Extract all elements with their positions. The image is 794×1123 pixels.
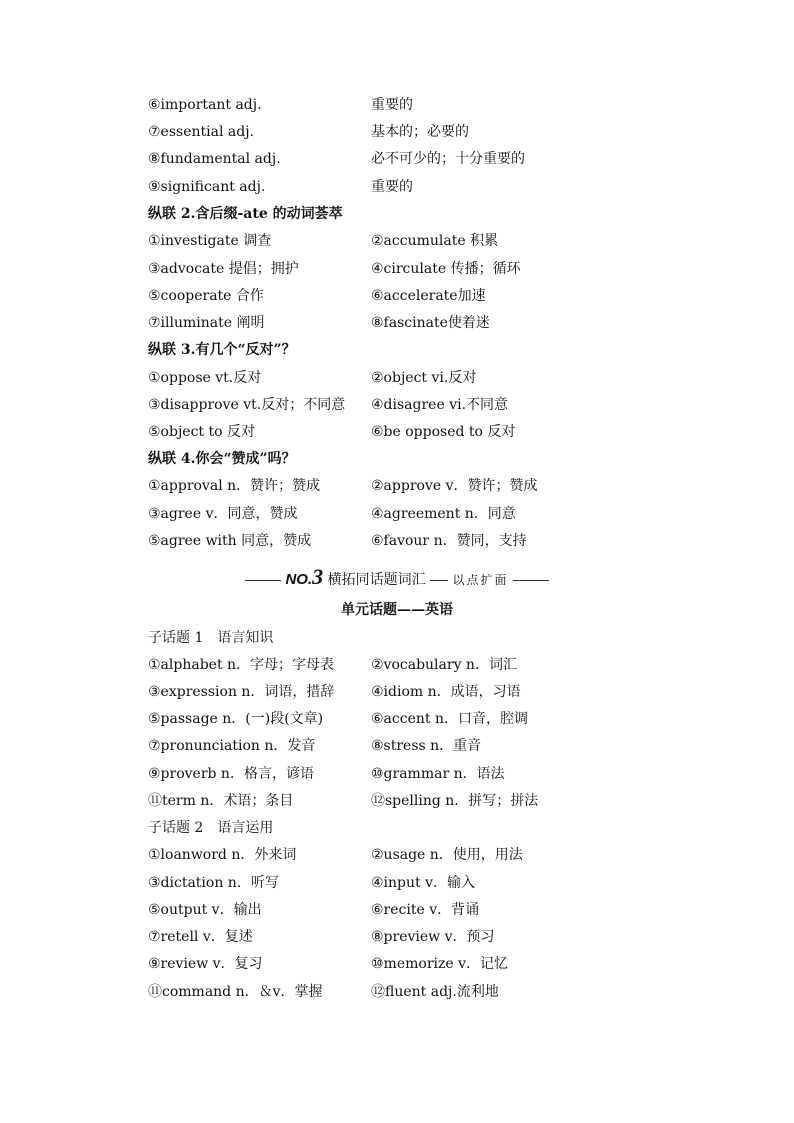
banner-number-prefix: NO. bbox=[285, 571, 313, 588]
definition: 必不可少的；十分重要的 bbox=[371, 151, 525, 167]
term-left: ⑤object to 反对 bbox=[148, 424, 255, 440]
list-item bbox=[148, 708, 668, 730]
term-left: ①loanword n．外来词 bbox=[148, 847, 297, 863]
list-item bbox=[148, 312, 668, 334]
term-left: ⑨proverb n．格言，谚语 bbox=[148, 766, 314, 782]
term-right: ⑥recite v．背诵 bbox=[371, 902, 480, 918]
term-right: ⑥accelerate加速 bbox=[371, 288, 486, 304]
term-left: ③dictation n．听写 bbox=[148, 875, 279, 891]
term-right: ②vocabulary n．词汇 bbox=[371, 657, 517, 673]
banner-rule-mid bbox=[430, 580, 448, 581]
definition: 重要的 bbox=[371, 97, 413, 113]
list-item bbox=[148, 681, 668, 703]
term: ⑦essential adj. bbox=[148, 124, 254, 140]
term-right: ④agreement n．同意 bbox=[371, 506, 516, 522]
section-banner bbox=[0, 565, 794, 589]
list-item bbox=[148, 285, 668, 307]
subtopic-heading: 子话题 2 语言运用 bbox=[148, 820, 274, 836]
list-item bbox=[148, 953, 668, 975]
definition: 基本的；必要的 bbox=[371, 124, 469, 140]
term-left: ③advocate 提倡；拥护 bbox=[148, 261, 299, 277]
term-left: ⑪term n．术语；条目 bbox=[148, 793, 294, 809]
term-left: ⑪command n．＆v．掌握 bbox=[148, 984, 323, 1000]
term-left: ⑦retell v．复述 bbox=[148, 929, 253, 945]
term-right: ②object vi.反对 bbox=[371, 370, 477, 386]
term-left: ③disapprove vt.反对；不同意 bbox=[148, 397, 346, 413]
subtopic-heading: 子话题 1 语言知识 bbox=[148, 630, 274, 646]
term-right: ④disagree vi.不同意 bbox=[371, 397, 509, 413]
term-right: ⑫fluent adj.流利地 bbox=[371, 984, 499, 1000]
term-left: ③expression n．词语，措辞 bbox=[148, 684, 335, 700]
list-item bbox=[148, 94, 668, 116]
list-item bbox=[148, 421, 668, 443]
group-heading: 纵联 3.有几个“反对”？ bbox=[148, 342, 296, 358]
term-left: ⑦pronunciation n．发音 bbox=[148, 738, 316, 754]
term-right: ⑧stress n．重音 bbox=[371, 738, 482, 754]
term-right: ⑧fascinate使着迷 bbox=[371, 315, 490, 331]
list-item bbox=[148, 503, 668, 525]
banner-title: 横拓同话题词汇 bbox=[327, 572, 426, 588]
term-right: ⑥accent n．口音，腔调 bbox=[371, 711, 528, 727]
term-left: ⑤passage n．(一)段(文章) bbox=[148, 711, 324, 727]
term-left: ⑨review v．复习 bbox=[148, 956, 263, 972]
list-item bbox=[148, 654, 668, 676]
list-item bbox=[148, 530, 668, 552]
list-item bbox=[148, 844, 668, 866]
group-heading: 纵联 4.你会“赞成”吗？ bbox=[148, 451, 296, 467]
term-right: ②usage n．使用，用法 bbox=[371, 847, 523, 863]
list-item bbox=[148, 367, 668, 389]
banner-subtitle: 以点扩面 bbox=[452, 573, 509, 587]
list-item bbox=[148, 394, 668, 416]
list-item bbox=[148, 872, 668, 894]
term: ⑨significant adj. bbox=[148, 179, 266, 195]
term-left: ⑤output v．输出 bbox=[148, 902, 262, 918]
term-left: ①investigate 调查 bbox=[148, 233, 272, 249]
term: ⑧fundamental adj. bbox=[148, 151, 281, 167]
term-left: ①approval n．赞许；赞成 bbox=[148, 478, 321, 494]
term-left: ①oppose vt.反对 bbox=[148, 370, 262, 386]
term-right: ⑥favour n．赞同，支持 bbox=[371, 533, 527, 549]
list-item bbox=[148, 735, 668, 757]
term-right: ④input v．输入 bbox=[371, 875, 476, 891]
term-left: ⑤agree with 同意，赞成 bbox=[148, 533, 312, 549]
term-right: ④circulate 传播；循环 bbox=[371, 261, 521, 277]
banner-number: 3 bbox=[312, 564, 324, 589]
list-item bbox=[148, 981, 668, 1003]
term-right: ②accumulate 积累 bbox=[371, 233, 499, 249]
list-item bbox=[148, 176, 668, 198]
list-item bbox=[148, 148, 668, 170]
term-right: ⑩grammar n．语法 bbox=[371, 766, 505, 782]
unit-topic-title: 单元话题——英语 bbox=[341, 602, 453, 618]
list-item bbox=[148, 790, 668, 812]
list-item bbox=[148, 230, 668, 252]
list-item bbox=[148, 926, 668, 948]
list-item bbox=[148, 258, 668, 280]
banner-rule-left bbox=[245, 580, 281, 581]
list-item bbox=[148, 475, 668, 497]
list-item bbox=[148, 899, 668, 921]
term-right: ⑧preview v．预习 bbox=[371, 929, 495, 945]
banner-rule-right bbox=[513, 580, 549, 581]
group-heading: 纵联 2.含后缀-ate 的动词荟萃 bbox=[148, 206, 343, 222]
term-left: ⑤cooperate 合作 bbox=[148, 288, 264, 304]
term-right: ⑩memorize v．记忆 bbox=[371, 956, 509, 972]
term-left: ①alphabet n．字母；字母表 bbox=[148, 657, 335, 673]
term-right: ②approve v．赞许；赞成 bbox=[371, 478, 538, 494]
term-right: ④idiom n．成语，习语 bbox=[371, 684, 521, 700]
list-item bbox=[148, 121, 668, 143]
term-right: ⑥be opposed to 反对 bbox=[371, 424, 516, 440]
term-left: ③agree v．同意，赞成 bbox=[148, 506, 298, 522]
term-left: ⑦illuminate 阐明 bbox=[148, 315, 265, 331]
term: ⑥important adj. bbox=[148, 97, 262, 113]
definition: 重要的 bbox=[371, 179, 413, 195]
list-item bbox=[148, 763, 668, 785]
term-right: ⑫spelling n．拼写；拼法 bbox=[371, 793, 539, 809]
